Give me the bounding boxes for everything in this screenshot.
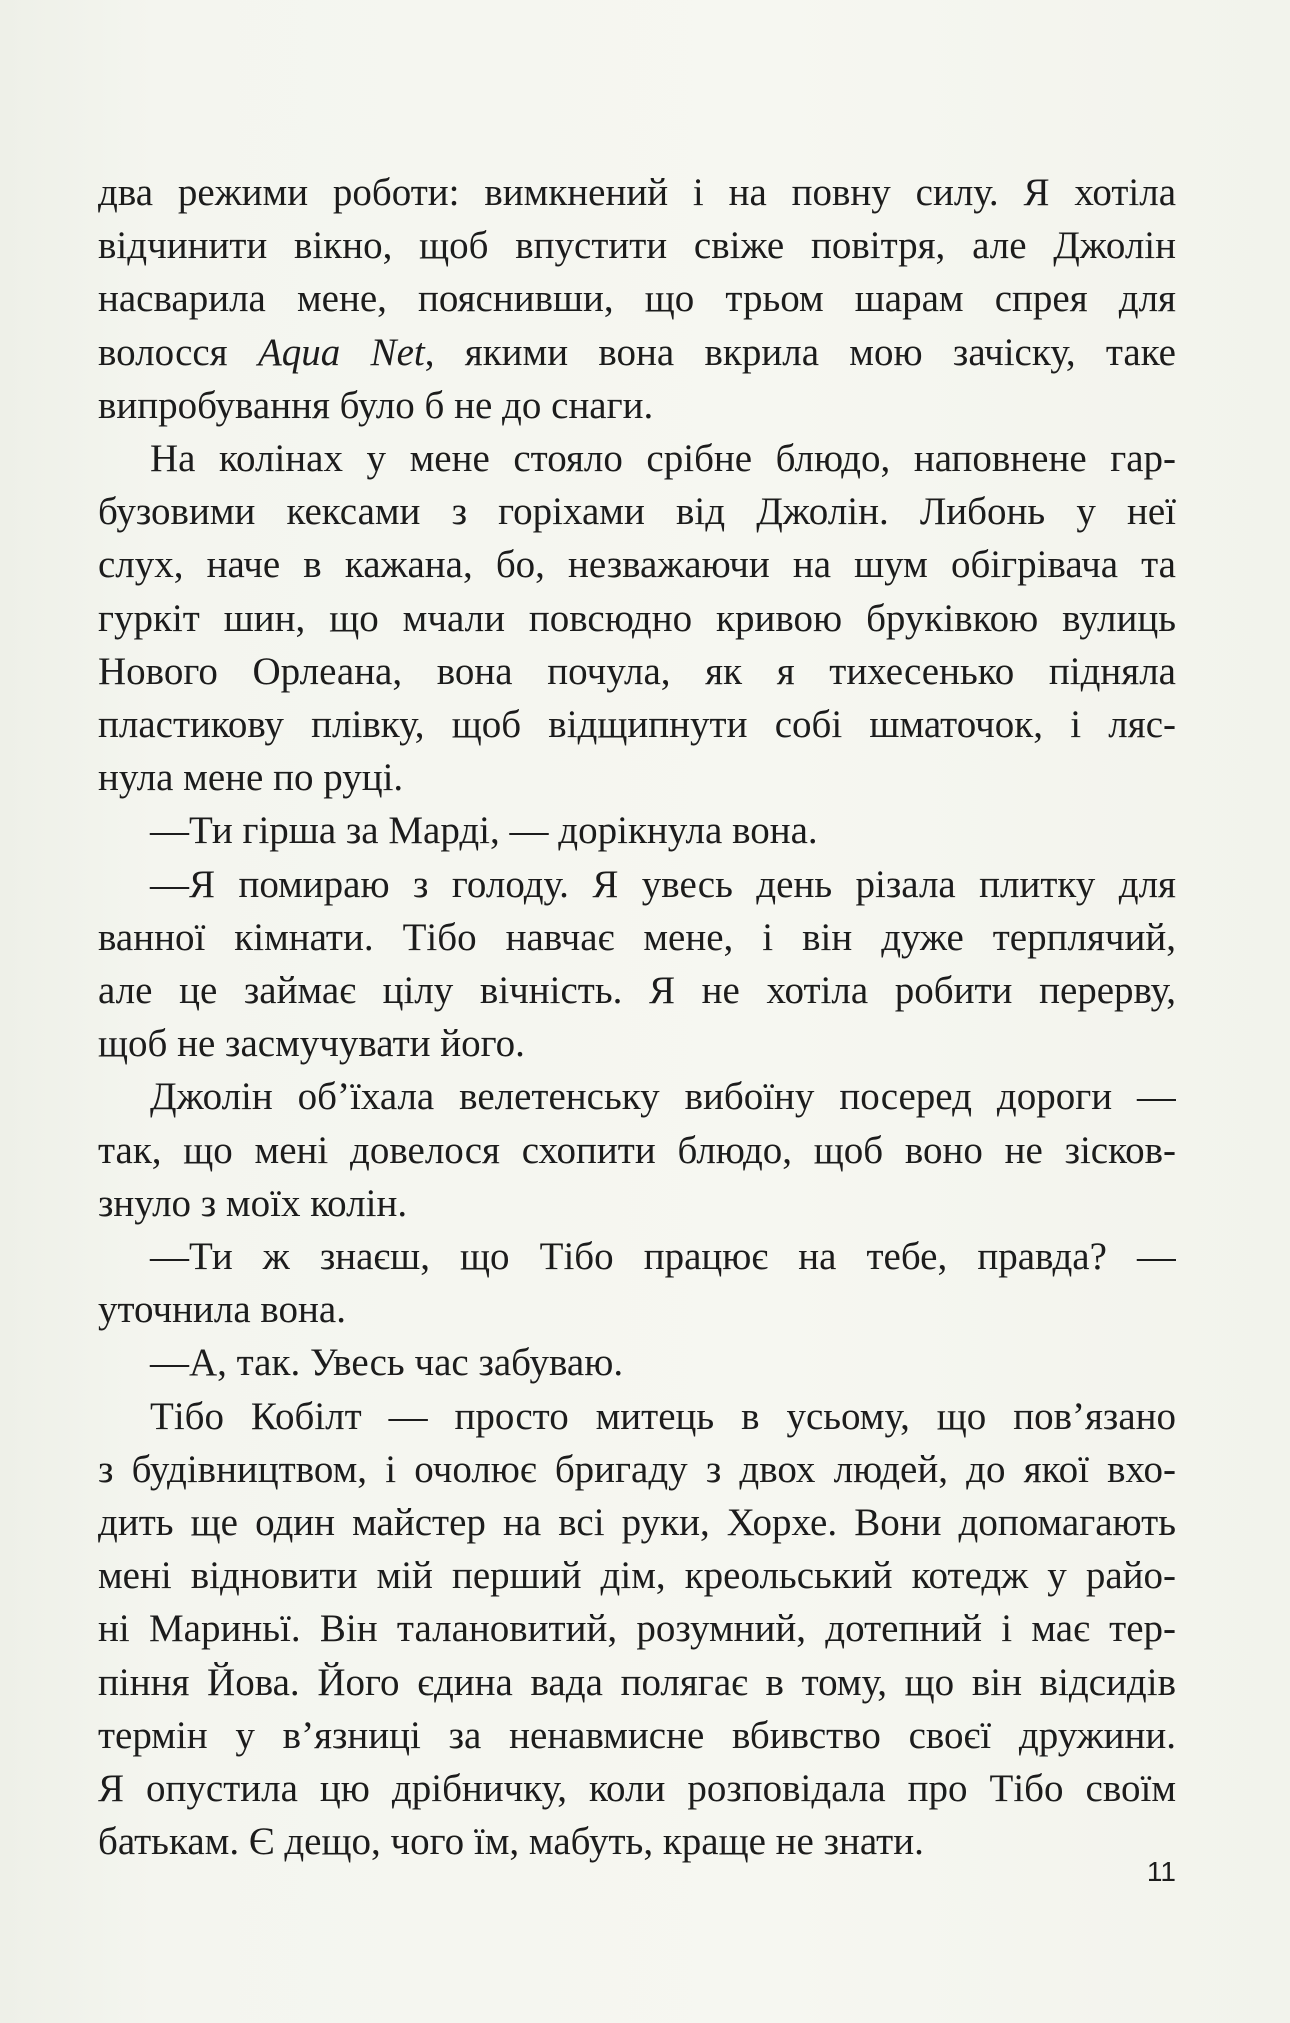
text-line: відчинити вікно, щоб впустити свіже повітря, але Джолін	[98, 224, 1176, 268]
text-line: Джолін об’їхала велетенську вибоїну посеред дороги —	[150, 1075, 1176, 1119]
text-line: Я опустила цю дрібничку, коли розповідала про Тібо своїм	[98, 1767, 1176, 1811]
text-line: уточнила вона.	[98, 1288, 346, 1332]
dialogue-line: —Я помираю з голоду. Я увесь день різала плитку для	[150, 862, 1176, 906]
dialogue-line: —Ти ж знаєш, що Тібо працює на тебе, правда? —	[150, 1235, 1176, 1279]
body-text	[98, 166, 1176, 1869]
text-line: ванної кімнати. Тібо навчає мене, і він дуже терплячий,	[98, 915, 1176, 959]
text-line: батькам. Є дещо, чого їм, мабуть, краще не знати.	[98, 1820, 924, 1864]
text-fragment: волосся	[98, 330, 258, 374]
text-line: мені відновити мій перший дім, креольський котедж у райо-	[98, 1554, 1176, 1598]
page-number: 11	[1146, 1856, 1176, 1887]
text-line: знуло з моїх колін.	[98, 1181, 408, 1225]
text-line: випробування було б не до снаги.	[98, 383, 654, 427]
text-line: Нового Орлеана, вона почула, як я тихесенько підняла	[98, 649, 1176, 693]
text-line: так, що мені довелося схопити блюдо, щоб воно не зісков-	[98, 1128, 1176, 1172]
text-line: слух, наче в кажана, бо, незважаючи на шум обігрівача та	[98, 543, 1176, 587]
text-fragment: , якими вона вкрила мою зачіску, таке	[424, 330, 1176, 374]
dialogue-line: —А, так. Увесь час забуваю.	[150, 1341, 624, 1385]
text-line: нула мене по руці.	[98, 756, 404, 800]
text-line: піння Йова. Його єдина вада полягає в тому, що він відсидів	[98, 1660, 1176, 1704]
text-line: На колінах у мене стояло срібне блюдо, наповнене гар-	[150, 437, 1176, 481]
text-line: з будівництвом, і очолює бригаду з двох людей, до якої вхо-	[98, 1447, 1176, 1491]
text-line: ні Мариньї. Він талановитий, розумний, дотепний і має тер-	[98, 1607, 1176, 1651]
text-line: щоб не засмучувати його.	[98, 1022, 525, 1066]
text-line: два режими роботи: вимкнений і на повну силу. Я хотіла	[98, 171, 1176, 214]
text-line: пластикову плівку, щоб відщипнути собі шматочок, і ляс-	[98, 703, 1176, 747]
text-line: гуркіт шин, що мчали повсюдно кривою бруківкою вулиць	[98, 596, 1176, 640]
text-line: насварила мене, пояснивши, що трьом шарам спрея для	[98, 277, 1176, 321]
dialogue-line: —Ти гірша за Марді, — дорікнула вона.	[150, 809, 818, 853]
text-line: дить ще один майстер на всі руки, Хорхе. Вони допомагають	[98, 1501, 1176, 1545]
text-line	[98, 326, 1176, 379]
text-line: Тібо Кобілт — просто митець в усьому, що пов’язано	[150, 1394, 1176, 1438]
text-line: термін у в’язниці за ненавмисне вбивство своєї дружини.	[98, 1713, 1176, 1757]
text-line: бузовими кексами з горіхами від Джолін. Либонь у неї	[98, 490, 1176, 534]
text-line: але це займає цілу вічність. Я не хотіла робити перерву,	[98, 969, 1176, 1013]
brand-name: Aqua Net	[257, 330, 425, 374]
